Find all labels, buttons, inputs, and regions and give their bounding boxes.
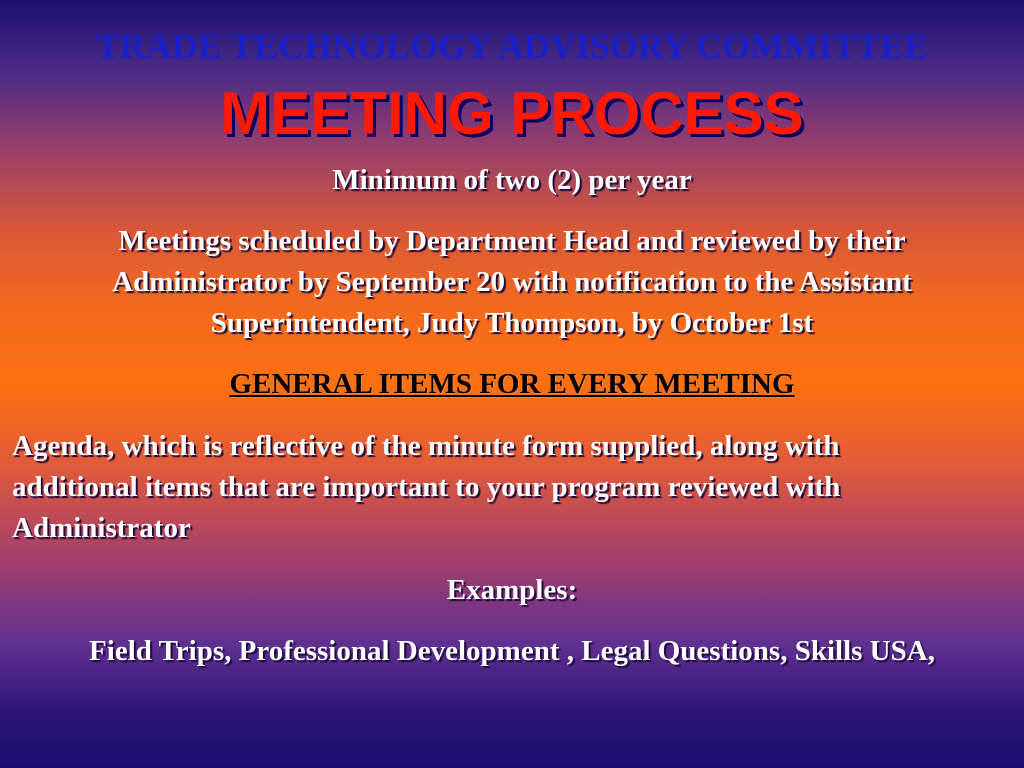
committee-header: TRADE TECHNOLOGY ADVISORY COMMITTEE [95,26,929,66]
schedule-text-line-1: Meetings scheduled by Department Head and reviewed by their [118,225,906,257]
examples-label: Examples: [446,574,578,606]
agenda-text-line-1: Agenda, which is reflective of the minute form supplied, along with [12,430,840,462]
meeting-frequency-text: Minimum of two (2) per year [332,164,692,196]
general-items-heading: GENERAL ITEMS FOR EVERY MEETING [229,368,795,400]
agenda-paragraph [12,426,1012,549]
slide-title: MEETING PROCESS [220,80,804,147]
schedule-text-line-2: Administrator by September 20 with notification to the Assistant [112,266,912,298]
agenda-text-line-3: Administrator [12,512,191,544]
agenda-text-line-2: additional items that are important to your program reviewed with [12,471,841,503]
schedule-text-line-3: Superintendent, Judy Thompson, by October 1st [210,307,814,339]
examples-list: Field Trips, Professional Development , Legal Questions, Skills USA, [89,635,935,667]
